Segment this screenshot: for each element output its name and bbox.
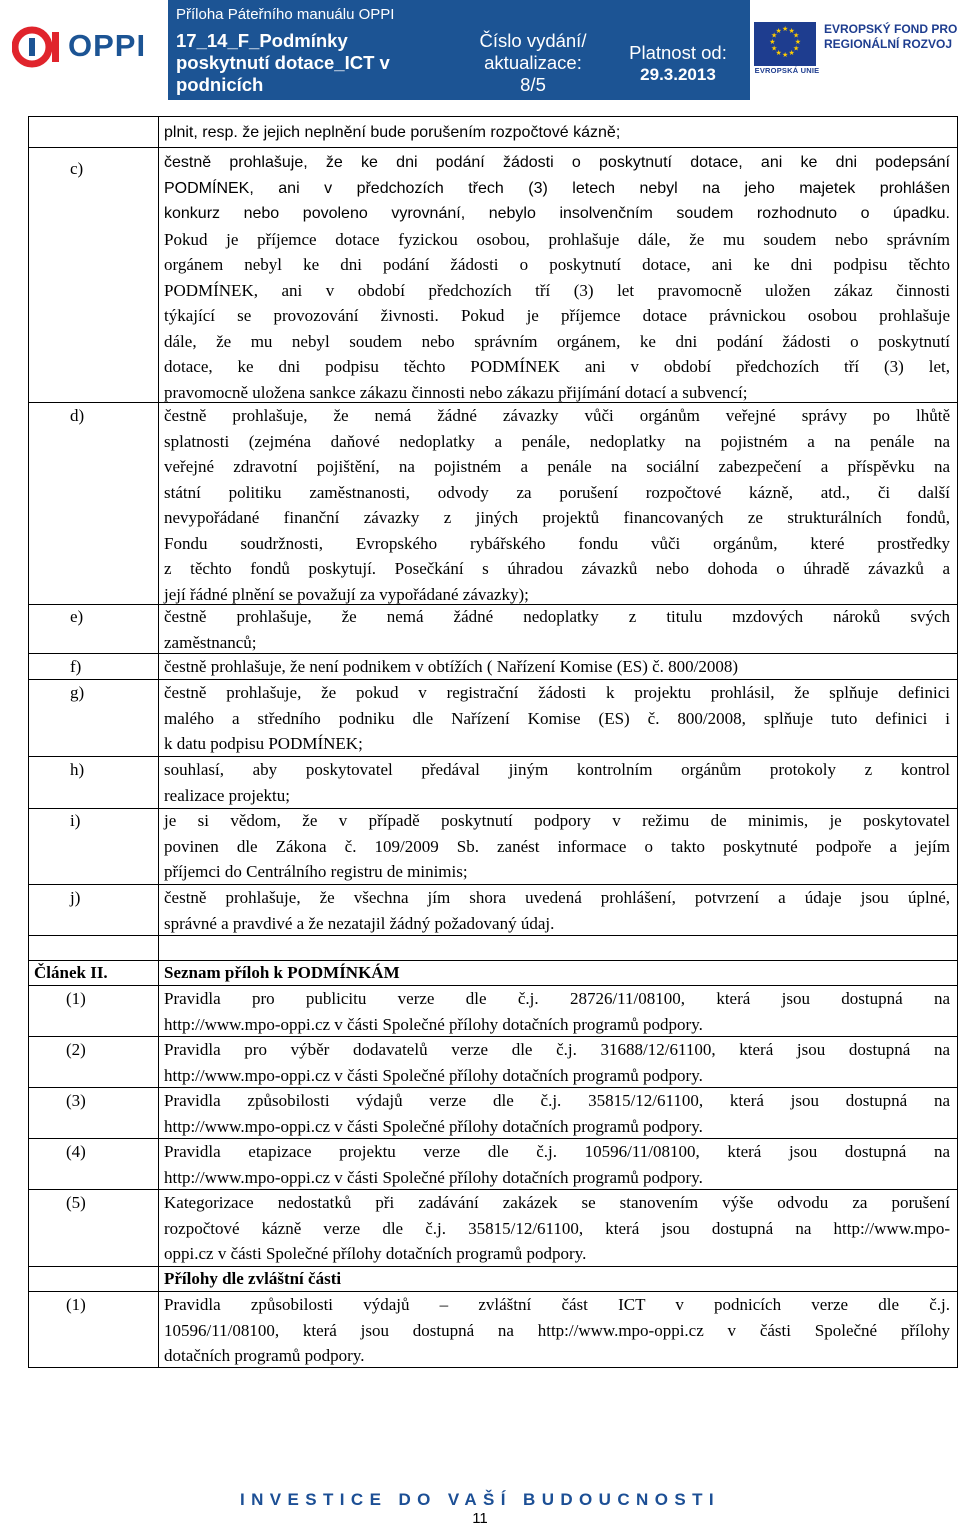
clause-text-h: [164, 757, 950, 808]
text-line: Pravidla způsobilosti výdajů verze dle č.j. 35815/12/61100, která jsou dostupná na: [164, 1091, 950, 1110]
validity-block: [608, 42, 748, 86]
text-line: orgánem nebyl ke dni podání žádosti o poskytnutí dotace, ani ke dni podpisu těchto: [164, 255, 950, 274]
text-line: její řádné plnění se považují za vypořádané závazky);: [164, 584, 529, 604]
eu-flag-icon: [754, 22, 816, 66]
text-line: čestně prohlašuje, že ke dni podání žádosti o poskytnutí dotace, ani ke dni podepsání: [164, 154, 950, 171]
svg-text:★: ★: [782, 51, 789, 59]
attachment-item: [164, 1037, 950, 1088]
text-line: http://www.mpo-oppi.cz v části Společné přílohy dotačních programů podpory.: [164, 1167, 703, 1187]
text-line: Pravidla etapizace projektu verze dle č.j. 10596/11/08100, která jsou dostupná na: [164, 1142, 950, 1161]
attachment-item: [164, 1139, 950, 1190]
page-number: 11: [472, 1510, 488, 1527]
text-line: čestně prohlašuje, že nemá žádné závazky vůči orgánům veřejné správy po lhůtě: [164, 406, 950, 425]
fund-name: EVROPSKÝ FOND PRO REGIONÁLNÍ ROZVOJ: [824, 22, 958, 51]
text-line: rozpočtové kázně verze dle č.j. 35815/12/61100, která jsou dostupná na http://www.mpo-: [164, 1218, 950, 1238]
svg-text:★: ★: [793, 44, 800, 53]
attachment-item: [164, 1190, 950, 1267]
text-line: k datu podpisu PODMÍNEK;: [164, 734, 363, 753]
special-attachments-title: Přílohy dle zvláštní části: [164, 1269, 342, 1288]
svg-text:★: ★: [788, 26, 795, 35]
svg-text:★: ★: [775, 26, 782, 35]
previous-clause-tail: plnit, resp. že jejich neplnění bude porušením rozpočtové kázně;: [164, 124, 621, 141]
clause-label: h): [70, 760, 85, 779]
text-line: pravomocně uložena sankce zákazu činnosti nebo zákazu přijímání dotací a subvencí;: [164, 382, 748, 402]
item-label: (1): [66, 1295, 86, 1314]
document-name: 17_14_F_Podmínky poskytnutí dotace_ICT v podnicích: [176, 30, 390, 95]
text-line: splatnosti (zejména daňové nedoplatky a penále, nedoplatky na pojistném a na penále na: [164, 431, 950, 451]
text-line: PODMÍNEK, ani v období předchozích tří (3) let pravomocně uložen zákaz činnosti: [164, 280, 950, 300]
clause-text-c: [164, 150, 950, 405]
issue-label: Číslo vydání/ aktualizace:: [479, 30, 587, 73]
text-line: zaměstnanců;: [164, 632, 257, 652]
text-line: z těchto fondů poskytují. Posečkání s úhradou závazků nebo dohoda o úhradě závazků a: [164, 559, 950, 578]
document-info-box: [168, 0, 750, 100]
svg-text:★: ★: [769, 38, 776, 46]
svg-text:★: ★: [793, 31, 800, 40]
text-line: státní politiku zaměstnanosti, odvody za porušení rozpočtové kázně, atd., či další: [164, 482, 950, 502]
text-line: dotace, ke dni podpisu těchto PODMÍNEK ani v období předchozích tří (3) let,: [164, 357, 950, 376]
text-line: http://www.mpo-oppi.cz v části Společné přílohy dotačních programů podpory.: [164, 1014, 703, 1034]
text-line: dotačních programů podpory.: [164, 1346, 365, 1365]
article-label: Článek II.: [34, 963, 108, 982]
item-label: (1): [66, 989, 86, 1008]
article-title: Seznam příloh k PODMÍNKÁM: [164, 963, 400, 982]
text-line: Fondu soudržnosti, Evropského rybářského fondu vůči orgánům, které prostředky: [164, 533, 950, 553]
text-line: týkající se provozování živnosti. Pokud je příjemce dotace právnickou osobou prohlašuje: [164, 306, 950, 325]
item-label: (2): [66, 1040, 86, 1059]
text-line: 10596/11/08100, která jsou dostupná na http://www.mpo-oppi.cz v části Společné přílohy: [164, 1320, 950, 1340]
manual-title: Příloha Páteřního manuálu OPPI: [176, 6, 395, 23]
item-label: (5): [66, 1193, 86, 1212]
clause-label: d): [70, 406, 85, 425]
text-line: http://www.mpo-oppi.cz v části Společné přílohy dotačních programů podpory.: [164, 1116, 703, 1136]
clause-label: j): [70, 888, 81, 907]
row-divider: [28, 147, 958, 148]
special-attachment-item: [164, 1292, 950, 1369]
clause-text-d: [164, 403, 950, 607]
clause-label: i): [70, 811, 81, 830]
clause-text-i: [164, 808, 950, 885]
text-line: povinen dle Zákona č. 109/2009 Sb. zanést informace o takto poskytnuté podpoře a jejím: [164, 836, 950, 856]
text-line: Pokud je příjemce dotace fyzickou osobou, prohlašuje dále, že mu soudem nebo správním: [164, 229, 950, 249]
text-line: čestně prohlašuje, že všechna jím shora uvedená prohlášení, potvrzení a údaje jsou úplné,: [164, 888, 950, 907]
item-label: (3): [66, 1091, 86, 1110]
text-line: malého a středního podniku dle Nařízení Komise (ES) č. 800/2008, splňuje tuto definici i: [164, 708, 950, 728]
text-line: http://www.mpo-oppi.cz v části Společné přílohy dotačních programů podpory.: [164, 1065, 703, 1085]
clause-text-e: [164, 604, 950, 655]
text-line: veřejné zdravotní pojištění, na pojistném a penále na sociální zabezpečení a příspěvku na: [164, 457, 950, 476]
svg-text:★: ★: [782, 25, 789, 33]
oppi-logo: [12, 22, 164, 72]
footer-slogan: INVESTICE DO VAŠÍ BUDOUCNOSTI: [240, 1490, 720, 1509]
clause-text-j: [164, 885, 950, 936]
clause-label: e): [70, 607, 84, 626]
text-line: Pravidla způsobilosti výdajů – zvláštní část ICT v podnicích verze dle č.j.: [164, 1295, 950, 1314]
clause-label: f): [70, 657, 82, 676]
text-line: je si vědom, že v případě poskytnutí podpory v režimu de minimis, je poskytovatel: [164, 811, 950, 830]
attachment-item: [164, 1088, 950, 1139]
text-line: čestně prohlašuje, že nemá žádné nedoplatky z titulu mzdových nároků svých: [164, 607, 950, 626]
text-line: dále, že mu nebyl soudem nebo správním orgánem, ke dni podání žádosti o poskytnutí: [164, 331, 950, 351]
svg-text:★: ★: [788, 49, 795, 58]
validity-label: Platnost od:: [629, 42, 727, 63]
text-line: Kategorizace nedostatků při zadávání zakázek se stanovením výše odvodu za porušení: [164, 1193, 950, 1212]
svg-text:★: ★: [775, 49, 782, 58]
text-line: příjemci do Centrálního registru de minimis;: [164, 862, 468, 881]
clause-text-f: čestně prohlašuje, že není podnikem v obtížích ( Nařízení Komise (ES) č. 800/2008): [164, 657, 739, 676]
item-label: (4): [66, 1142, 86, 1161]
text-line: nevypořádané finanční závazky z jiných projektů financovaných ze strukturálních fondů,: [164, 508, 950, 527]
svg-text:★: ★: [771, 31, 778, 40]
clause-label: g): [70, 683, 85, 702]
eu-caption: EVROPSKÁ UNIE: [754, 66, 820, 75]
text-line: Pravidla pro publicitu verze dle č.j. 28726/11/08100, která jsou dostupná na: [164, 989, 950, 1008]
text-line: správné a pravdivé a že nezatajil žádný požadovaný údaj.: [164, 913, 555, 933]
svg-text:★: ★: [771, 44, 778, 53]
text-line: PODMÍNEK, ani v předchozích třech (3) letech nebyl na jeho majetek prohlášen: [164, 179, 950, 197]
text-line: oppi.cz v části Společné přílohy dotačních programů podpory.: [164, 1244, 587, 1263]
text-line: konkurz nebo povoleno vyrovnání, nebylo insolvenčním soudem rozhodnuto o úpadku.: [164, 205, 950, 222]
svg-text:★: ★: [794, 38, 802, 46]
page-header: [0, 0, 960, 100]
text-line: realizace projektu;: [164, 785, 291, 805]
issue-value: 8/5: [520, 74, 546, 95]
issue-block: [468, 30, 598, 96]
column-divider: [158, 116, 159, 1368]
attachment-item: [164, 986, 950, 1037]
clause-label: c): [70, 159, 84, 178]
text-line: čestně prohlašuje, že pokud v registrační žádosti k projektu prohlásil, že splňuje definici: [164, 683, 950, 702]
oppi-logo-text: OPPI: [68, 28, 147, 63]
validity-value: 29.3.2013: [640, 65, 716, 84]
text-line: Pravidla pro výběr dodavatelů verze dle č.j. 31688/12/61100, která jsou dostupná na: [164, 1040, 950, 1059]
clause-text-g: [164, 680, 950, 757]
text-line: souhlasí, aby poskytovatel předával jiným kontrolním orgánům protokoly z kontrol: [164, 760, 950, 779]
